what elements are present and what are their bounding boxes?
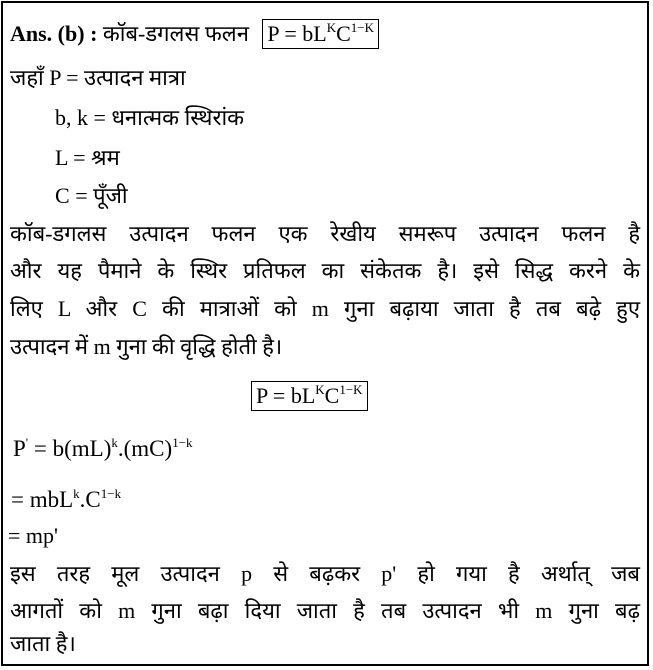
def-meaning: = श्रम (67, 145, 120, 170)
formula-base: P = bL (267, 21, 327, 46)
definition-p (10, 63, 186, 93)
definition-bk (55, 103, 244, 133)
formula-sup-k: K (315, 382, 325, 397)
answer-label: Ans. (b) : (10, 21, 98, 46)
definition-c (55, 181, 128, 211)
formula-sup-1k: 1−K (339, 382, 363, 397)
derivation-line-2 (11, 485, 121, 515)
def-meaning: = उत्पादन मात्रा (60, 65, 186, 90)
def-symbol: L (55, 145, 68, 170)
deriv-term: .(mC) (117, 436, 173, 461)
paragraph1-line: उत्पादन में m गुना की वृद्धि होती है। (10, 334, 283, 359)
formula-sup-1k: 1−K (350, 20, 374, 35)
definition-l (55, 143, 120, 173)
center-formula-box (251, 381, 368, 411)
formula-sup-k: K (326, 20, 337, 35)
def-symbol: b, k (55, 105, 88, 130)
paragraph2-line: इस तरह मूल उत्पादन p से बढ़कर p' हो गया है अर्थात् जब (10, 561, 640, 586)
derivation-line-3: = mp' (8, 523, 58, 548)
deriv-sup: ' (25, 435, 29, 450)
heading-formula-box (262, 19, 379, 49)
deriv-term: = mbL (11, 487, 74, 512)
formula-base: P = bL (256, 383, 316, 408)
paragraph2-line: आगतों को m गुना बढ़ा दिया जाता है तब उत्पादन भी m गुना बढ़ (10, 598, 640, 623)
deriv-sup: k (111, 435, 118, 450)
center-formula (251, 381, 368, 411)
def-meaning: = पूँजी (69, 183, 128, 208)
heading-title: कॉब-डगलस फलन (102, 21, 249, 46)
paragraph1-line: और यह पैमाने के स्थिर प्रतिफल का संकेतक है। इसे सिद्ध करने के (10, 258, 640, 283)
derivation-line-1 (13, 434, 193, 464)
paragraph1-line: लिए L और C की मात्राओं को m गुना बढ़ाया जाता है तब बढ़े हुए (10, 296, 640, 321)
deriv-term: .C (79, 487, 101, 512)
def-symbol: P (49, 65, 61, 90)
formula-c: C (324, 383, 340, 408)
deriv-term: P (13, 436, 26, 461)
def-symbol: C (55, 183, 70, 208)
deriv-sup: k (73, 486, 80, 501)
answer-box (1, 1, 649, 666)
def-meaning: = धनात्मक स्थिरांक (88, 105, 245, 130)
heading-line (10, 19, 379, 49)
paragraph1-line: कॉब-डगलस उत्पादन फलन एक रेखीय समरूप उत्पादन फलन है (10, 221, 640, 246)
formula-c: C (336, 21, 351, 46)
deriv-sup: 1−k (172, 435, 193, 450)
def-lead: जहाँ (10, 65, 50, 90)
deriv-sup: 1−k (100, 486, 122, 501)
deriv-term: = b(mL) (28, 436, 112, 461)
paragraph2-line: जाता है। (10, 631, 76, 656)
